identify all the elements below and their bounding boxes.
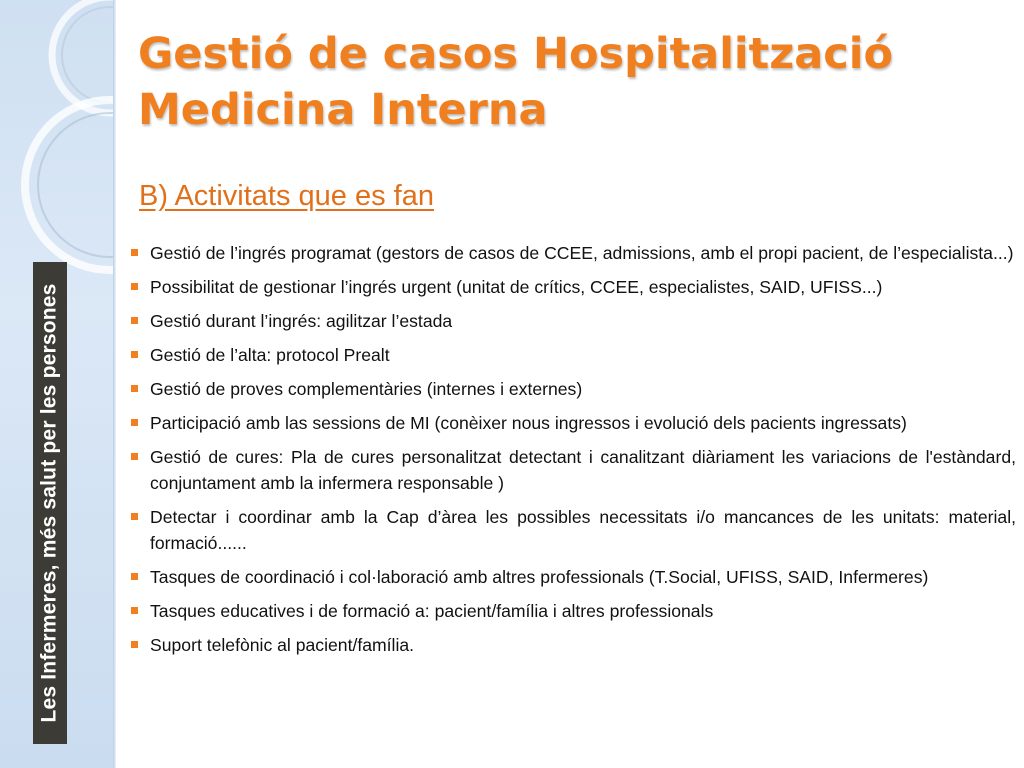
list-item bbox=[128, 504, 1016, 556]
bullet-square-icon bbox=[131, 641, 138, 648]
bullet-square-icon bbox=[131, 317, 138, 324]
list-item-text: Gestió de l’alta: protocol Prealt bbox=[150, 345, 390, 365]
bullet-square-icon bbox=[131, 283, 138, 290]
bullet-square-icon bbox=[131, 453, 138, 460]
list-item-text: Gestió durant l’ingrés: agilitzar l’estada bbox=[150, 311, 453, 331]
list-item bbox=[128, 308, 1016, 334]
vertical-slogan: Les Infermeres, més salut per les persones bbox=[38, 283, 62, 723]
vertical-slogan-banner bbox=[33, 262, 67, 744]
list-item bbox=[128, 564, 1016, 590]
list-item bbox=[128, 240, 1016, 266]
list-item-text: Possibilitat de gestionar l’ingrés urgent (unitat de crítics, CCEE, especialistes, SAID, UFISS...) bbox=[150, 277, 883, 297]
bullet-square-icon bbox=[131, 573, 138, 580]
list-item-text: Detectar i coordinar amb la Cap d’àrea les possibles necessitats i/o mancances de les unitats: material, formació...... bbox=[150, 507, 1016, 553]
bullet-square-icon bbox=[131, 385, 138, 392]
list-item-text: Suport telefònic al pacient/família. bbox=[150, 635, 415, 655]
list-item-text: Tasques de coordinació i col·laboració amb altres professionals (T.Social, UFISS, SAID, Infermeres) bbox=[150, 567, 929, 587]
list-item-text: Gestió de proves complementàries (internes i externes) bbox=[150, 379, 583, 399]
list-item-text: Participació amb las sessions de MI (conèixer nous ingressos i evolució dels pacients ingressats) bbox=[150, 413, 907, 433]
bullet-square-icon bbox=[131, 513, 138, 520]
list-item-text: Gestió de cures: Pla de cures personalitzat detectant i canalitzant diàriament les variacions de l'estàndard, conjuntament amb la infermera responsable ) bbox=[150, 447, 1016, 493]
slide-title-line1: Gestió de casos Hospitalització bbox=[138, 29, 894, 79]
slide-subtitle: B) Activitats que es fan bbox=[139, 180, 434, 212]
list-item bbox=[128, 342, 1016, 368]
list-item-text: Gestió de l’ingrés programat (gestors de casos de CCEE, admissions, amb el propi pacient, de l’especialista...) bbox=[150, 243, 1014, 263]
sidebar-divider bbox=[113, 0, 116, 768]
slide-title-line2: Medicina Interna bbox=[138, 85, 548, 135]
activity-list bbox=[128, 240, 1016, 666]
bullet-square-icon bbox=[131, 351, 138, 358]
list-item bbox=[128, 632, 1016, 658]
list-item bbox=[128, 410, 1016, 436]
bullet-square-icon bbox=[131, 607, 138, 614]
bullet-square-icon bbox=[131, 249, 138, 256]
decorative-sidebar bbox=[0, 0, 113, 768]
slide-title bbox=[138, 26, 893, 138]
list-item bbox=[128, 444, 1016, 496]
list-item bbox=[128, 598, 1016, 624]
list-item bbox=[128, 376, 1016, 402]
list-item bbox=[128, 274, 1016, 300]
list-item-text: Tasques educatives i de formació a: pacient/família i altres professionals bbox=[150, 601, 714, 621]
bullet-square-icon bbox=[131, 419, 138, 426]
